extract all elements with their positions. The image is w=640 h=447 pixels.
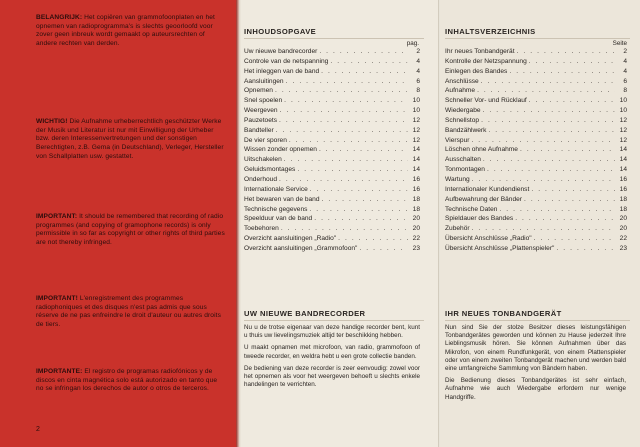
toc-entry-label: Schnellstop xyxy=(445,116,480,124)
toc-row xyxy=(445,155,627,165)
toc-page-label-german: Seite xyxy=(612,40,627,47)
toc-entry-label: Internationale Service xyxy=(244,185,308,193)
toc-entry-page: 12 xyxy=(619,126,627,134)
divider xyxy=(244,320,424,321)
toc-entry-page: 12 xyxy=(412,136,420,144)
toc-leader-dots xyxy=(338,234,408,244)
toc-entry-label: Vierspur xyxy=(445,136,470,144)
toc-entry-label: Tonmontagen xyxy=(445,166,485,174)
toc-leader-dots xyxy=(531,185,615,195)
toc-row xyxy=(445,244,627,254)
toc-entry-page: 4 xyxy=(623,67,627,75)
toc-row xyxy=(445,136,627,146)
toc-entry-page: 8 xyxy=(623,87,627,95)
toc-entry-label: Speelduur van de band xyxy=(244,215,313,223)
toc-leader-dots xyxy=(284,96,408,106)
toc-entry-page: 12 xyxy=(619,136,627,144)
toc-entry-label: Controle van de netspanning xyxy=(244,57,329,65)
toc-entry-page: 18 xyxy=(412,195,420,203)
toc-row xyxy=(244,175,420,185)
toc-leader-dots xyxy=(529,96,615,106)
toc-entry-label: Snel spoelen xyxy=(244,97,283,105)
toc-entry-label: Uitschakelen xyxy=(244,156,282,164)
toc-entry-label: Kontrolle der Netzspannung xyxy=(445,57,527,65)
toc-row xyxy=(244,234,420,244)
toc-row xyxy=(244,47,420,57)
toc-entry-page: 4 xyxy=(416,67,420,75)
notice-text: L'enregistrement des programmes radiophoniques et des disques n'est pas admis que sous réserve de ne pas enfreindre le droit d'auteur ou autres droits de tiers. xyxy=(36,295,221,329)
toc-leader-dots xyxy=(529,57,615,67)
paragraph: U maakt opnamen met microfoon, van radio, grammofoon of tweede recorder, en weldra hebt u een grote collectie banden. xyxy=(244,344,420,360)
toc-leader-dots xyxy=(281,224,408,234)
toc-leader-dots xyxy=(517,47,615,57)
toc-leader-dots xyxy=(483,106,615,116)
toc-entry-page: 14 xyxy=(412,156,420,164)
toc-row xyxy=(244,244,420,254)
toc-entry-page: 22 xyxy=(619,235,627,243)
toc-entry-page: 20 xyxy=(619,225,627,233)
toc-entry-label: Bandteller xyxy=(244,126,274,134)
toc-entry-label: Het inleggen van de band xyxy=(244,67,320,75)
toc-list-german xyxy=(445,47,627,254)
toc-leader-dots xyxy=(499,205,615,215)
toc-entry-label: Spieldauer des Bandes xyxy=(445,215,514,223)
toc-row xyxy=(244,195,420,205)
toc-entry-label: Ausschalten xyxy=(445,156,481,164)
toc-entry-page: 16 xyxy=(412,175,420,183)
toc-leader-dots xyxy=(481,116,615,126)
page-number: 2 xyxy=(36,426,40,433)
toc-entry-page: 20 xyxy=(619,215,627,223)
toc-row xyxy=(244,145,420,155)
notice-text: Het copiëren van grammofoonplaten en het opnemen van radioprogramma's is slechts geoorloofd voor zover geen inbreuk wordt gemaakt op auteursrechten of andere rechten van derden. xyxy=(36,14,215,48)
toc-leader-dots xyxy=(319,47,408,57)
toc-entry-label: Overzicht aansluitingen „Radio" xyxy=(244,235,337,243)
paragraph: Nu u de trotse eigenaar van deze handige recorder bent, kunt u thuis uw lievelingsmuziek altijd ter beschikking hebben. xyxy=(244,324,420,340)
toc-entry-page: 12 xyxy=(412,116,420,124)
toc-entry-page: 10 xyxy=(412,97,420,105)
notice-french xyxy=(36,295,226,330)
toc-entry-label: Pauzetoets xyxy=(244,116,277,124)
toc-leader-dots xyxy=(520,145,615,155)
toc-entry-page: 10 xyxy=(412,107,420,115)
toc-leader-dots xyxy=(509,67,615,77)
toc-leader-dots xyxy=(483,155,615,165)
toc-row xyxy=(445,126,627,136)
toc-entry-page: 8 xyxy=(416,87,420,95)
notice-text: Die Aufnahme urheberrechtlich geschützter Werke der Musik und Literatur ist nur mit Einwilligung der Urheber bzw. deren Interessenvertretungen und der sonstigen Berechtigten, z.B. Gema (in Deutschland), Verleger, Hersteller von Schallplatten usw. gestattet. xyxy=(36,118,224,160)
toc-entry-label: Übersicht Anschlüsse „Plattenspieler" xyxy=(445,244,555,252)
section-body-german xyxy=(445,324,626,406)
toc-leader-dots xyxy=(534,234,615,244)
notice-lead: IMPORTANT: xyxy=(36,213,78,220)
toc-entry-label: Bandzählwerk xyxy=(445,126,487,134)
toc-row xyxy=(445,116,627,126)
toc-entry-label: Anschlüsse xyxy=(445,77,479,85)
toc-row xyxy=(445,205,627,215)
notice-text: It should be remembered that recording of radio programmes (and copying of gramophone records) is only permissible in so far as copyright or other rights of third parties are not thereby infringed. xyxy=(36,213,225,247)
toc-entry-page: 6 xyxy=(416,77,420,85)
notice-german xyxy=(36,118,226,162)
section-title-dutch: UW NIEUWE BANDRECORDER xyxy=(244,309,366,318)
toc-entry-page: 18 xyxy=(619,205,627,213)
notice-text: El registro de programas radiofónicos y de discos en cinta magnética solo está autorizado en tanto que no se infringan los derechos de autor o otros de terceros. xyxy=(36,368,218,393)
notice-lead: BELANGRIJK: xyxy=(36,14,83,21)
toc-leader-dots xyxy=(321,67,408,77)
toc-leader-dots xyxy=(310,185,408,195)
toc-entry-page: 14 xyxy=(619,156,627,164)
toc-entry-page: 20 xyxy=(412,225,420,233)
toc-list-dutch xyxy=(244,47,420,254)
toc-leader-dots xyxy=(330,57,408,67)
toc-entry-label: De vier sporen xyxy=(244,136,287,144)
notice-lead: IMPORTANTE: xyxy=(36,368,83,375)
toc-entry-label: Aufnahme xyxy=(445,87,476,95)
toc-entry-label: Ihr neues Tonbandgerät xyxy=(445,48,515,55)
toc-entry-label: Geluidsmontages xyxy=(244,166,296,174)
toc-page-label-dutch: pag. xyxy=(406,40,419,47)
toc-row xyxy=(244,126,420,136)
toc-row xyxy=(445,96,627,106)
toc-entry-label: Uw nieuwe bandrecorder xyxy=(244,48,318,55)
toc-entry-label: Löschen ohne Aufnahme xyxy=(445,146,518,154)
toc-entry-label: Onderhoud xyxy=(244,175,277,183)
toc-entry-page: 18 xyxy=(412,205,420,213)
toc-entry-page: 2 xyxy=(416,48,420,55)
toc-row xyxy=(445,86,627,96)
toc-entry-label: Het bewaren van de band xyxy=(244,195,320,203)
toc-row xyxy=(445,214,627,224)
toc-title-dutch: INHOUDSOPGAVE xyxy=(244,27,317,36)
toc-entry-label: Aufbewahrung der Bänder xyxy=(445,195,522,203)
notice-dutch xyxy=(36,14,226,49)
toc-entry-page: 4 xyxy=(416,57,420,65)
toc-leader-dots xyxy=(309,205,408,215)
toc-leader-dots xyxy=(359,244,408,254)
toc-leader-dots xyxy=(471,136,615,146)
toc-row xyxy=(244,106,420,116)
section-body-dutch xyxy=(244,324,420,393)
notice-lead: IMPORTANT! xyxy=(36,295,78,302)
toc-entry-label: Einlegen des Bandes xyxy=(445,67,508,75)
toc-leader-dots xyxy=(472,224,615,234)
toc-row xyxy=(244,205,420,215)
toc-entry-page: 12 xyxy=(619,116,627,124)
toc-entry-page: 14 xyxy=(412,146,420,154)
toc-leader-dots xyxy=(477,86,615,96)
divider xyxy=(445,38,630,39)
toc-entry-label: Weergeven xyxy=(244,107,278,115)
toc-entry-label: Internationaler Kundendienst xyxy=(445,185,530,193)
toc-row xyxy=(244,77,420,87)
toc-entry-page: 14 xyxy=(619,146,627,154)
toc-row xyxy=(445,67,627,77)
toc-entry-page: 4 xyxy=(623,57,627,65)
toc-leader-dots xyxy=(279,175,408,185)
toc-row xyxy=(445,175,627,185)
toc-row xyxy=(445,47,627,57)
toc-row xyxy=(244,86,420,96)
toc-row xyxy=(244,155,420,165)
page-fold xyxy=(438,0,440,447)
toc-title-german: INHALTSVERZEICHNIS xyxy=(445,27,536,36)
toc-row xyxy=(244,96,420,106)
toc-entry-page: 14 xyxy=(412,166,420,174)
toc-entry-page: 10 xyxy=(619,97,627,105)
toc-entry-page: 18 xyxy=(619,195,627,203)
toc-row xyxy=(445,165,627,175)
toc-entry-label: Wiedergabe xyxy=(445,107,481,115)
toc-leader-dots xyxy=(515,214,615,224)
toc-leader-dots xyxy=(481,77,615,87)
divider xyxy=(445,320,630,321)
toc-row xyxy=(445,57,627,67)
toc-leader-dots xyxy=(280,106,408,116)
toc-leader-dots xyxy=(286,77,408,87)
toc-row xyxy=(445,145,627,155)
toc-entry-page: 16 xyxy=(412,185,420,193)
toc-entry-label: Toebehoren xyxy=(244,225,279,233)
toc-entry-label: Übersicht Anschlüsse „Radio" xyxy=(445,235,532,243)
toc-row xyxy=(445,106,627,116)
toc-entry-label: Wartung xyxy=(445,175,470,183)
toc-row xyxy=(244,67,420,77)
divider xyxy=(244,38,424,39)
toc-row xyxy=(445,77,627,87)
toc-entry-page: 10 xyxy=(619,107,627,115)
paragraph: Nun sind Sie der stolze Besitzer dieses leistungsfähigen Tonbandgerätes geworden und können zu Hause jederzeit Ihre Lieblingsmusik hören. Sie können Aufnahmen über das Mikrofon, von einem Rundfunkgerät, von einem Plattenspieler oder von einem zweiten Tonbandgerät machen und werden bald eine umfangreiche Sammlung von Bändern haben. xyxy=(445,324,626,373)
toc-row xyxy=(445,185,627,195)
toc-entry-label: Opnemen xyxy=(244,87,273,95)
section-title-german: IHR NEUES TONBANDGERÄT xyxy=(445,309,562,318)
toc-leader-dots xyxy=(472,175,615,185)
paragraph: Die Bedienung dieses Tonbandgerätes ist sehr einfach, Aufnahme wie auch Wiedergabe erfordern nur wenige Handgriffe. xyxy=(445,377,626,401)
toc-entry-page: 12 xyxy=(412,126,420,134)
toc-entry-page: 14 xyxy=(619,166,627,174)
notice-english xyxy=(36,213,226,248)
toc-leader-dots xyxy=(487,165,615,175)
toc-leader-dots xyxy=(297,165,408,175)
toc-entry-label: Schneller Vor- und Rücklauf xyxy=(445,97,527,105)
toc-leader-dots xyxy=(319,145,408,155)
toc-entry-page: 16 xyxy=(619,185,627,193)
toc-leader-dots xyxy=(284,155,408,165)
toc-row xyxy=(244,57,420,67)
toc-entry-label: Aansluitingen xyxy=(244,77,284,85)
toc-entry-label: Zubehör xyxy=(445,225,470,233)
toc-entry-page: 23 xyxy=(412,244,420,252)
toc-entry-label: Wissen zonder opnemen xyxy=(244,146,317,154)
toc-row xyxy=(244,116,420,126)
toc-row xyxy=(244,165,420,175)
toc-row xyxy=(244,185,420,195)
toc-leader-dots xyxy=(314,214,408,224)
toc-leader-dots xyxy=(279,116,408,126)
paragraph: De bediening van deze recorder is zeer eenvoudig: zowel voor het opnemen als voor het weergeven behoeft u slechts enkele handelingen te verrichten. xyxy=(244,364,420,389)
toc-leader-dots xyxy=(556,244,615,254)
toc-entry-page: 20 xyxy=(412,215,420,223)
toc-row xyxy=(445,195,627,205)
notice-spanish xyxy=(36,368,226,394)
notice-lead: WICHTIG! xyxy=(36,118,68,125)
toc-row xyxy=(445,224,627,234)
toc-leader-dots xyxy=(289,136,408,146)
toc-entry-label: Overzicht aansluitingen „Grammofoon" xyxy=(244,244,358,252)
toc-entry-page: 16 xyxy=(619,175,627,183)
toc-leader-dots xyxy=(488,126,615,136)
toc-leader-dots xyxy=(524,195,615,205)
toc-leader-dots xyxy=(275,86,408,96)
toc-leader-dots xyxy=(322,195,408,205)
toc-entry-page: 6 xyxy=(623,77,627,85)
toc-row xyxy=(244,136,420,146)
toc-entry-page: 2 xyxy=(623,48,627,55)
toc-entry-label: Technische Daten xyxy=(445,205,498,213)
toc-entry-label: Technische gegevens xyxy=(244,205,308,213)
toc-row xyxy=(244,214,420,224)
toc-row xyxy=(445,234,627,244)
toc-leader-dots xyxy=(276,126,408,136)
toc-entry-page: 23 xyxy=(619,244,627,252)
toc-row xyxy=(244,224,420,234)
toc-entry-page: 22 xyxy=(412,235,420,243)
